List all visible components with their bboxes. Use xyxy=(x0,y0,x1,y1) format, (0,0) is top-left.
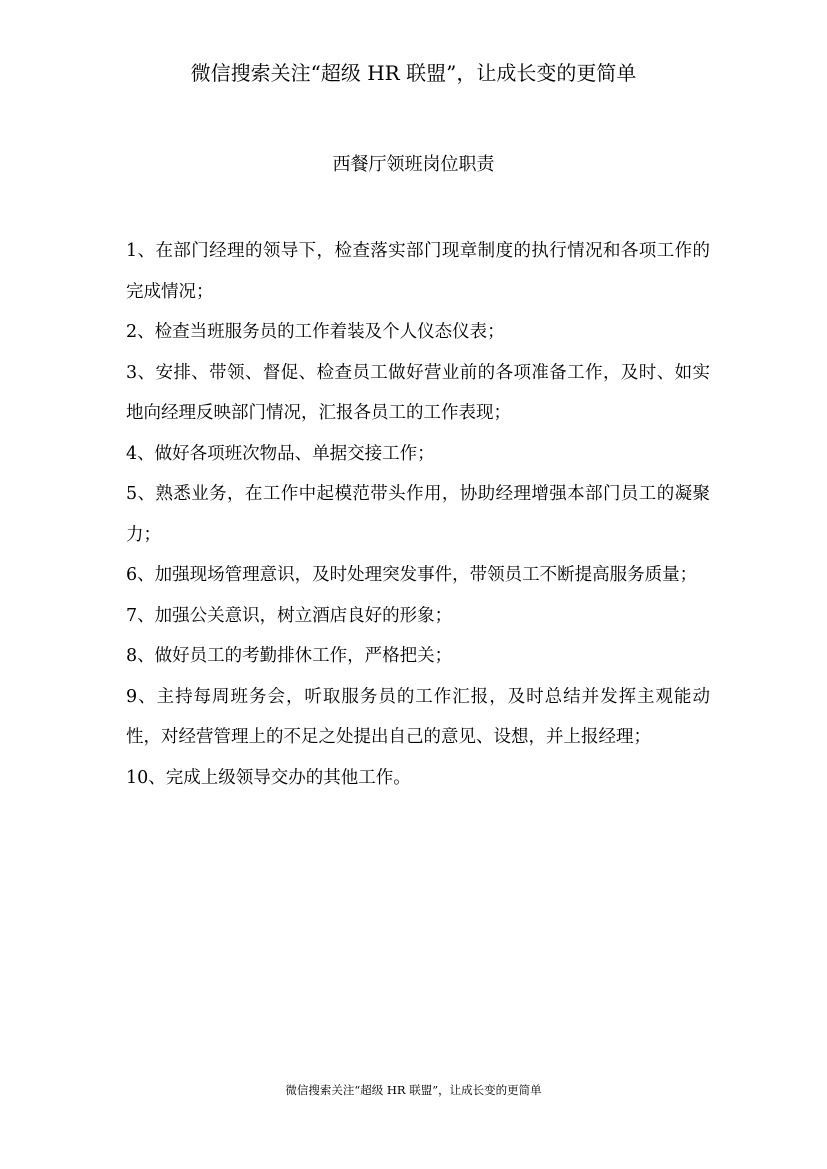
duty-item-2: 2、检查当班服务员的工作着装及个人仪态仪表； xyxy=(126,322,505,342)
duty-item-4: 4、做好各项班次物品、单据交接工作； xyxy=(126,443,435,464)
duty-item-1: 1、在部门经理的领导下，检查落实部门现章制度的执行情况和各项工作的完成情况； xyxy=(126,241,710,302)
duty-item-7: 7、加强公关意识，树立酒店良好的形象； xyxy=(126,605,453,626)
duties-list xyxy=(126,231,710,798)
page-footer: 微信搜索关注“超级 HR 联盟”，让成长变的更简单 xyxy=(285,1083,542,1097)
duty-item-3: 3、安排、带领、督促、检查员工做好营业前的各项准备工作，及时、如实地向经理反映部门情况，汇报各员工的工作表现； xyxy=(126,362,710,423)
duty-item-8: 8、做好员工的考勤排休工作，严格把关； xyxy=(126,646,453,666)
document-title: 西餐厅领班岗位职责 xyxy=(332,154,495,175)
duty-item-10: 10、完成上级领导交办的其他工作。 xyxy=(126,767,411,788)
duty-item-6: 6、加强现场管理意识，及时处理突发事件，带领员工不断提高服务质量； xyxy=(126,565,698,585)
duty-item-5: 5、熟悉业务，在工作中起模范带头作用，协助经理增强本部门员工的凝聚力； xyxy=(126,484,710,545)
page-header: 微信搜索关注“超级 HR 联盟”，让成长变的更简单 xyxy=(190,61,637,85)
duty-item-9: 9、主持每周班务会，听取服务员的工作汇报，及时总结并发挥主观能动性，对经营管理上的不足之处提出自己的意见、设想，并上报经理； xyxy=(126,686,710,747)
